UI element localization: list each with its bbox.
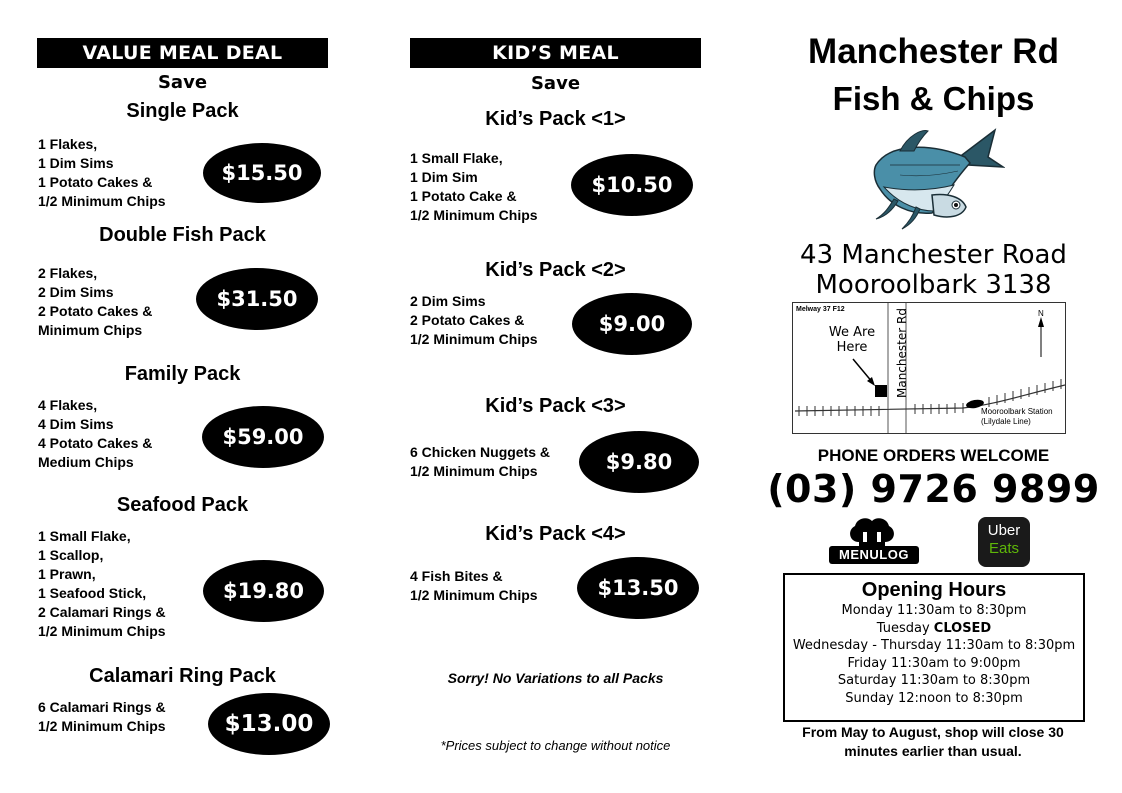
list-item: 1/2 Minimum Chips: [410, 463, 538, 479]
map-road-text: Manchester Rd: [895, 308, 909, 398]
seafood-pack-title: Seafood Pack: [116, 494, 249, 516]
kids-pack-1-title: Kid’s Pack <1>: [485, 108, 626, 130]
double-fish-pack-price: $31.50: [196, 268, 318, 330]
list-item: 4 Flakes,: [38, 397, 98, 413]
list-item: 4 Fish Bites &: [410, 568, 503, 584]
list-item: 1 Flakes,: [38, 136, 98, 152]
list-item: 2 Potato Cakes &: [410, 312, 525, 328]
list-item: 2 Calamari Rings &: [38, 604, 166, 620]
menulog-logo[interactable]: [827, 514, 921, 566]
kids-meal-banner: KID’S MEAL: [410, 38, 701, 68]
no-variations-note: Sorry! No Variations to all Packs: [447, 670, 664, 686]
map-station-name: Mooroolbark Station: [981, 407, 1053, 416]
hours-saturday: Saturday 11:30am to 8:30pm: [837, 673, 1031, 688]
phone-orders-label: PHONE ORDERS WELCOME: [817, 446, 1050, 465]
list-item: 1 Small Flake,: [410, 150, 503, 166]
hours-friday: Friday 11:30am to 9:00pm: [847, 655, 1021, 671]
list-item: 6 Chicken Nuggets &: [410, 444, 551, 460]
list-item: 2 Dim Sims: [38, 284, 114, 300]
single-pack-price: $15.50: [203, 143, 321, 203]
list-item: 1 Seafood Stick,: [38, 585, 147, 601]
value-meal-banner: VALUE MEAL DEAL: [37, 38, 328, 68]
double-fish-pack-title: Double Fish Pack: [99, 224, 266, 246]
list-item: 1 Scallop,: [38, 547, 104, 563]
kids-pack-1-items: [410, 149, 538, 225]
list-item: 2 Flakes,: [38, 265, 98, 281]
list-item: 1 Dim Sim: [410, 169, 478, 185]
kids-pack-4-price: $13.50: [577, 557, 699, 619]
shop-name-line2: Fish & Chips: [832, 80, 1035, 117]
fish-logo-icon: [870, 125, 1005, 235]
list-item: 1/2 Minimum Chips: [410, 331, 538, 347]
list-item: 1/2 Minimum Chips: [410, 207, 538, 223]
list-item: 1/2 Minimum Chips: [38, 718, 166, 734]
kids-pack-2-items: [410, 292, 538, 349]
list-item: 1/2 Minimum Chips: [410, 587, 538, 603]
kids-pack-2-price: $9.00: [572, 293, 692, 355]
map-station-line: (Lilydale Line): [981, 417, 1031, 426]
hours-monday: Monday 11:30am to 8:30pm: [841, 603, 1027, 618]
shop-name-line1: Manchester Rd: [808, 32, 1059, 71]
hours-wed-thu: Wednesday - Thursday 11:30am to 8:30pm: [792, 638, 1076, 653]
address-line1: 43 Manchester Road: [800, 240, 1067, 270]
list-item: 6 Calamari Rings &: [38, 699, 166, 715]
list-item: 1 Dim Sims: [38, 155, 114, 171]
single-pack-items: [38, 135, 166, 211]
shop-info-column: [745, 0, 1122, 793]
list-item: 2 Potato Cakes &: [38, 303, 153, 319]
menulog-text: MENULOG: [839, 547, 909, 562]
kids-pack-3-items: [410, 443, 550, 481]
single-pack-title: Single Pack: [126, 100, 239, 122]
family-pack-items: [38, 396, 152, 472]
eats-text: Eats: [988, 540, 1019, 557]
value-meal-save: Save: [157, 72, 208, 93]
map-station-label: [981, 407, 1053, 427]
double-fish-pack-items: [38, 264, 152, 340]
tuesday-closed: CLOSED: [933, 620, 992, 636]
list-item: 1/2 Minimum Chips: [38, 193, 166, 209]
family-pack-price: $59.00: [202, 406, 324, 468]
list-item: 4 Potato Cakes &: [38, 435, 153, 451]
map-north-label: N: [1038, 309, 1044, 318]
map-we-are-label: We Are: [828, 325, 876, 340]
map-we-are-here: [827, 325, 877, 355]
value-meal-column: [0, 0, 370, 793]
seafood-pack-price: $19.80: [203, 560, 324, 622]
hours-tuesday: [785, 620, 1083, 638]
list-item: Minimum Chips: [38, 322, 143, 338]
list-item: 1 Small Flake,: [38, 528, 131, 544]
list-item: 1 Potato Cake &: [410, 188, 517, 204]
calamari-ring-pack-title: Calamari Ring Pack: [89, 665, 276, 687]
list-item: 2 Dim Sims: [410, 293, 486, 309]
kids-pack-4-items: [410, 567, 538, 605]
list-item: 1 Prawn,: [38, 566, 96, 582]
seasonal-closure-note: From May to August, shop will close 30 minutes earlier than usual.: [802, 724, 1064, 759]
map-melway-ref: Melway 37 F12: [796, 306, 845, 313]
opening-hours-title: Opening Hours: [861, 579, 1007, 601]
seafood-pack-items: [38, 527, 166, 641]
list-item: Medium Chips: [38, 454, 134, 470]
opening-hours-box: [783, 573, 1085, 722]
calamari-ring-pack-price: $13.00: [208, 693, 330, 755]
family-pack-title: Family Pack: [124, 363, 241, 385]
calamari-ring-pack-items: [38, 698, 166, 736]
list-item: 1 Potato Cakes &: [38, 174, 153, 190]
list-item: 1/2 Minimum Chips: [38, 623, 166, 639]
phone-number[interactable]: (03) 9726 9899: [767, 467, 1100, 511]
hours-sunday: Sunday 12:noon to 8:30pm: [845, 690, 1023, 706]
location-map: [792, 302, 1066, 434]
uber-text: Uber: [987, 522, 1021, 539]
kids-pack-2-title: Kid’s Pack <2>: [485, 259, 626, 281]
list-item: 4 Dim Sims: [38, 416, 114, 432]
address-line2: Mooroolbark 3138: [815, 270, 1052, 300]
kids-pack-3-price: $9.80: [579, 431, 699, 493]
kids-pack-1-price: $10.50: [571, 154, 693, 216]
tuesday-label: Tuesday: [876, 620, 934, 636]
uber-eats-logo[interactable]: [978, 517, 1030, 567]
kids-meal-save: Save: [530, 73, 581, 94]
kids-pack-3-title: Kid’s Pack <3>: [485, 395, 626, 417]
price-change-note: *Prices subject to change without notice: [440, 738, 671, 753]
kids-meal-column: [370, 0, 745, 793]
kids-pack-4-title: Kid’s Pack <4>: [485, 523, 626, 545]
map-here-label: Here: [836, 340, 868, 355]
